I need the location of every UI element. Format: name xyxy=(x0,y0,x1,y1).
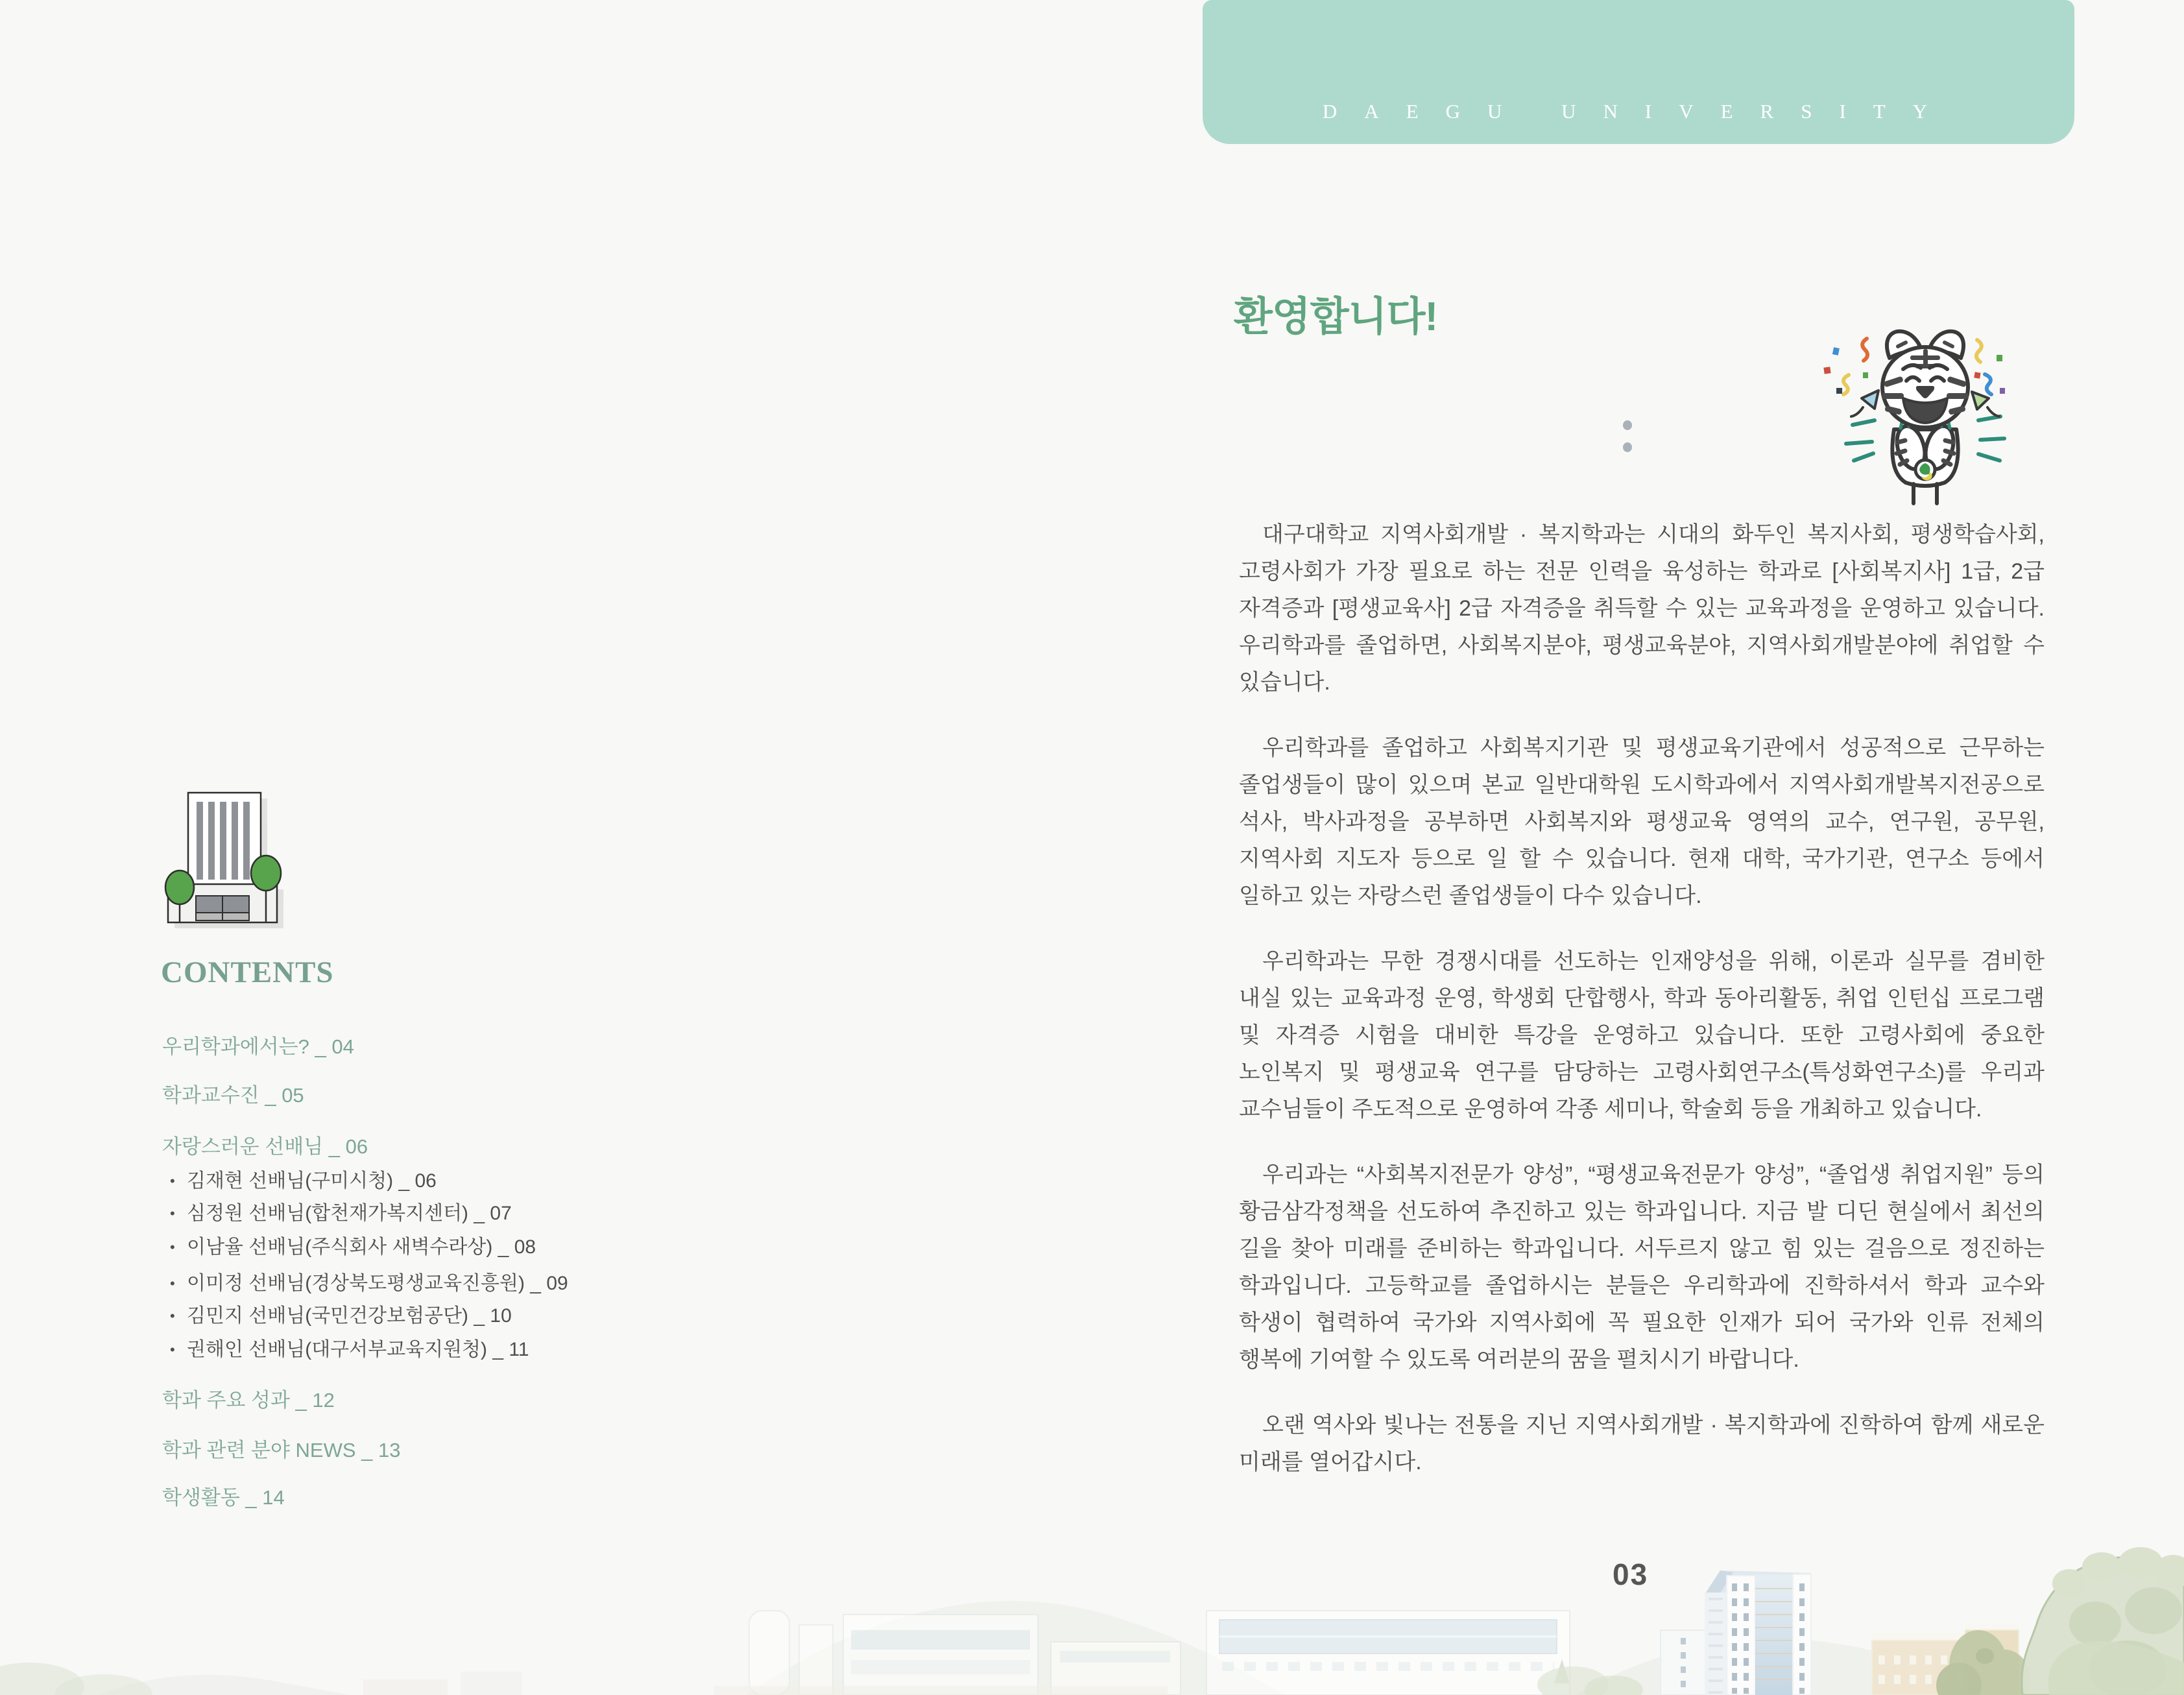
paragraph: 우리학과를 졸업하고 사회복지기관 및 평생교육기관에서 성공적으로 근무하는 졸업생들이 많이 있으며 본교 일반대학원 도시학과에서 지역사회개발복지전공으로 석사, 박사과정을 공부하면 사회복지와 평생교육 영역의 교수, 연구원, 공무원, 지역사회 지도자 등으로 일 할 수 있습니다. 현재 대학, 국가기관, 연구소 등에서 일하고 있는 자랑스런 졸업생들이 다수 있습니다. xyxy=(1239,736,2045,908)
paragraph: 대구대학교 지역사회개발 · 복지학과는 시대의 화두인 복지사회, 평생학습사회, 고령사회가 가장 필요로 하는 전문 인력을 육성하는 학과로 [사회복지사] 1급, 2급 자격증과 [평생교육사] 2급 자격증을 취득할 수 있는 교육과정을 운영하고 있습니다. 우리학과를 졸업하면, 사회복지분야, 평생교육분야, 지역사회개발분야에 취업할 수 있습니다. xyxy=(1239,522,2045,695)
toc-item-faculty: 학과교수진 _ 05 xyxy=(162,1084,304,1107)
dots-ornament xyxy=(1623,420,1632,464)
contents-title: CONTENTS xyxy=(161,956,334,989)
bullet-icon: • xyxy=(170,1205,175,1221)
toc-item-about: 우리학과에서는? _ 04 xyxy=(162,1035,354,1058)
toc-subitem-alumni-1: • 김재현 선배님(구미시청) _ 06 xyxy=(170,1170,437,1192)
header-bar xyxy=(1203,0,2074,144)
bullet-icon: • xyxy=(170,1308,175,1324)
toc-subitem-alumni-6: • 권해인 선배님(대구서부교육지원청) _ 11 xyxy=(170,1339,529,1360)
page-title: 환영합니다! xyxy=(1234,295,1438,339)
bullet-icon: • xyxy=(170,1239,175,1255)
paragraph: 오랜 역사와 빛나는 전통을 지닌 지역사회개발 · 복지학과에 진학하여 함께 새로운 미래를 열어갑시다. xyxy=(1239,1413,2045,1474)
toc-subitem-alumni-2: • 심정원 선배님(합천재가복지센터) _ 07 xyxy=(170,1203,512,1224)
toc-item-alumni: 자랑스러운 선배님 _ 06 xyxy=(162,1135,368,1158)
dot xyxy=(1623,420,1632,430)
bullet-icon: • xyxy=(170,1173,175,1189)
page-number: 03 xyxy=(1613,1557,1649,1591)
paragraph: 우리과는 “사회복지전문가 양성”, “평생교육전문가 양성”, “졸업생 취업지원” 등의 황금삼각정책을 선도하여 추진하고 있는 학과입니다. 지금 발 디딘 현실에서 최선의 길을 찾아 미래를 준비하는 학과입니다. 서두르지 않고 힘 있는 걸음으로 정진하는 학과입니다. 고등학교를 졸업하시는 분들은 우리학과에 진학하셔서 학과 교수와 학생이 협력하여 국가와 지역사회에 꼭 필요한 인재가 되어 국가와 인류 전체의 행복에 기여할 수 있도록 여러분의 꿈을 펼치시기 바랍니다. xyxy=(1239,1162,2045,1372)
toc-subitem-alumni-5: • 김민지 선배님(국민건강보험공단) _ 10 xyxy=(170,1305,512,1327)
bullet-icon: • xyxy=(170,1275,175,1292)
toc-item-news: 학과 관련 분야 NEWS _ 13 xyxy=(162,1439,401,1461)
toc-subitem-alumni-4: • 이미정 선배님(경상북도평생교육진흥원) _ 09 xyxy=(170,1273,568,1294)
tiger-mascot-illustration xyxy=(1815,319,2039,514)
toc-subitem-alumni-3: • 이남율 선배님(주식회사 새벽수라상) _ 08 xyxy=(170,1236,536,1258)
toc-item-achievements: 학과 주요 성과 _ 12 xyxy=(162,1389,335,1412)
campus-watercolor-illustration xyxy=(0,1533,2184,1695)
building-icon xyxy=(160,790,286,939)
university-brand: DAEGU UNIVERSITY xyxy=(1322,100,1955,123)
toc-item-activities: 학생활동 _ 14 xyxy=(162,1486,285,1509)
welcome-text xyxy=(1239,516,2045,1509)
bullet-icon: • xyxy=(170,1341,175,1358)
table-of-contents xyxy=(162,1030,655,1523)
paragraph: 우리학과는 무한 경쟁시대를 선도하는 인재양성을 위해, 이론과 실무를 겸비한 내실 있는 교육과정 운영, 학생회 단합행사, 학과 동아리활동, 취업 인턴십 프로그램 및 자격증 시험을 대비한 특강을 운영하고 있습니다. 또한 고령사회에 중요한 노인복지 및 평생교육 연구를 담당하는 고령사회연구소(특성화연구소)를 우리과 교수님들이 주도적으로 운영하여 각종 세미나, 학술회 등을 개최하고 있습니다. xyxy=(1239,949,2045,1122)
dot xyxy=(1623,442,1632,452)
